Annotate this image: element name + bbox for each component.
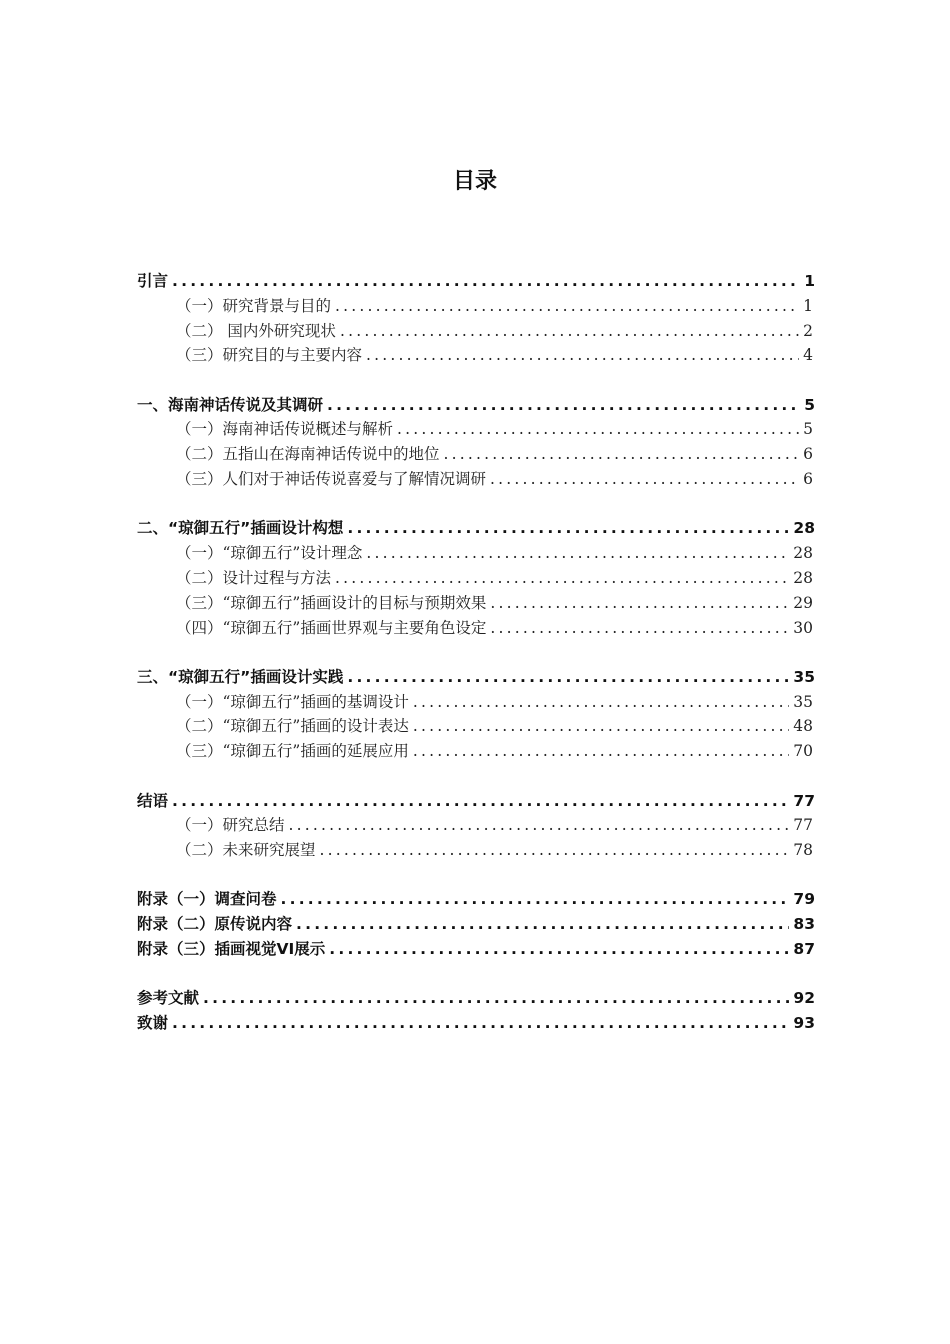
dot-leader	[397, 417, 799, 442]
dot-leader	[335, 294, 799, 319]
entry-title: 引言	[137, 272, 169, 290]
entry-title: 一、海南神话传说及其调研	[137, 395, 324, 414]
dot-leader	[490, 591, 789, 616]
page-title: 目录	[452, 169, 497, 194]
dot-leader	[335, 566, 789, 591]
dot-leader	[347, 665, 789, 690]
page-number: 87	[793, 940, 815, 959]
toc-subsection-entry[interactable]	[137, 467, 815, 492]
entry-title: （一）研究总结	[176, 816, 285, 835]
page-number: 92	[793, 989, 815, 1008]
page-number: 5	[804, 395, 815, 414]
toc-section	[137, 393, 815, 492]
page-number: 6	[803, 445, 813, 464]
entry-title: （一）“琼御五行”设计理念	[176, 544, 363, 563]
entry-title: （一）“琼御五行”插画的基调设计	[176, 692, 409, 711]
table-of-contents	[137, 269, 815, 1060]
dot-leader	[413, 690, 789, 715]
dot-leader	[296, 912, 789, 937]
toc-subsection-entry[interactable]	[137, 690, 815, 715]
toc-chapter-entry[interactable]	[137, 1011, 815, 1036]
page-number: 79	[793, 890, 815, 909]
toc-chapter-entry[interactable]	[137, 789, 815, 814]
toc-subsection-entry[interactable]	[137, 616, 815, 641]
dot-leader	[172, 1011, 789, 1036]
entry-title: （三）人们对于神话传说喜爱与了解情况调研	[176, 470, 487, 489]
page-number: 35	[793, 692, 813, 711]
page-number: 83	[793, 915, 815, 934]
toc-subsection-entry[interactable]	[137, 739, 815, 764]
entry-title: （三）“琼御五行”插画设计的目标与预期效果	[176, 593, 487, 612]
toc-subsection-entry[interactable]	[137, 417, 815, 442]
entry-title: （三）研究目的与主要内容	[176, 346, 363, 365]
toc-chapter-entry[interactable]	[137, 516, 815, 541]
dot-leader	[366, 343, 799, 368]
entry-title: （二）设计过程与方法	[176, 568, 332, 587]
dot-leader	[347, 516, 789, 541]
entry-title: （三）“琼御五行”插画的延展应用	[176, 742, 409, 761]
dot-leader	[289, 813, 790, 838]
entry-title: 致谢	[137, 1014, 169, 1033]
page-number: 1	[803, 296, 813, 315]
page-number: 78	[793, 841, 813, 860]
entry-title: 附录（一）调查问卷	[137, 890, 277, 909]
toc-section	[137, 269, 815, 368]
page-number: 70	[793, 742, 813, 761]
toc-chapter-entry[interactable]	[137, 887, 815, 912]
page-number: 48	[793, 717, 813, 736]
toc-chapter-entry[interactable]	[137, 269, 815, 294]
page-number: 28	[793, 568, 813, 587]
toc-chapter-entry[interactable]	[137, 665, 815, 690]
dot-leader	[490, 467, 799, 492]
page-number: 28	[793, 544, 813, 563]
toc-section	[137, 986, 815, 1036]
dot-leader	[340, 319, 799, 344]
entry-title: （二）未来研究展望	[176, 841, 316, 860]
page-number: 5	[803, 420, 813, 439]
toc-subsection-entry[interactable]	[137, 566, 815, 591]
toc-subsection-entry[interactable]	[137, 591, 815, 616]
page-number: 4	[803, 346, 813, 365]
page-number: 77	[793, 791, 815, 810]
page-number: 6	[803, 470, 813, 489]
dot-leader	[329, 937, 789, 962]
dot-leader	[172, 269, 800, 294]
toc-section	[137, 665, 815, 764]
toc-chapter-entry[interactable]	[137, 937, 815, 962]
page-number: 77	[793, 816, 813, 835]
dot-leader	[203, 986, 789, 1011]
dot-leader	[413, 739, 789, 764]
dot-leader	[444, 442, 800, 467]
page-number: 1	[804, 272, 815, 290]
toc-section	[137, 789, 815, 863]
toc-section	[137, 516, 815, 640]
page-number: 35	[793, 667, 815, 686]
toc-subsection-entry[interactable]	[137, 319, 815, 344]
entry-title: （一）研究背景与目的	[176, 296, 332, 315]
toc-subsection-entry[interactable]	[137, 813, 815, 838]
page-number: 29	[793, 593, 813, 612]
page-number: 28	[793, 519, 815, 538]
entry-title: 二、“琼御五行”插画设计构想	[137, 519, 344, 538]
dot-leader	[413, 714, 789, 739]
entry-title: （一）海南神话传说概述与解析	[176, 420, 394, 439]
entry-title: 附录（三）插画视觉VI展示	[137, 940, 326, 959]
entry-title: 附录（二）原传说内容	[137, 915, 293, 934]
entry-title: （二）五指山在海南神话传说中的地位	[176, 445, 440, 464]
dot-leader	[366, 541, 789, 566]
toc-chapter-entry[interactable]	[137, 393, 815, 418]
page-number: 2	[803, 321, 813, 340]
dot-leader	[172, 789, 789, 814]
page-number: 30	[793, 618, 813, 637]
dot-leader	[281, 887, 790, 912]
dot-leader	[327, 393, 800, 418]
toc-subsection-entry[interactable]	[137, 343, 815, 368]
toc-subsection-entry[interactable]	[137, 294, 815, 319]
dot-leader	[490, 616, 789, 641]
entry-title: （二）“琼御五行”插画的设计表达	[176, 717, 409, 736]
toc-chapter-entry[interactable]	[137, 912, 815, 937]
entry-title: 参考文献	[137, 989, 200, 1008]
entry-title: （二） 国内外研究现状	[176, 321, 336, 340]
toc-subsection-entry[interactable]	[137, 442, 815, 467]
entry-title: 三、“琼御五行”插画设计实践	[137, 667, 344, 686]
toc-section	[137, 887, 815, 961]
toc-subsection-entry[interactable]	[137, 541, 815, 566]
page-number: 93	[793, 1014, 815, 1033]
toc-chapter-entry[interactable]	[137, 986, 815, 1011]
dot-leader	[320, 838, 790, 863]
entry-title: 结语	[137, 791, 169, 810]
toc-subsection-entry[interactable]	[137, 714, 815, 739]
toc-subsection-entry[interactable]	[137, 838, 815, 863]
entry-title: （四）“琼御五行”插画世界观与主要角色设定	[176, 618, 487, 637]
